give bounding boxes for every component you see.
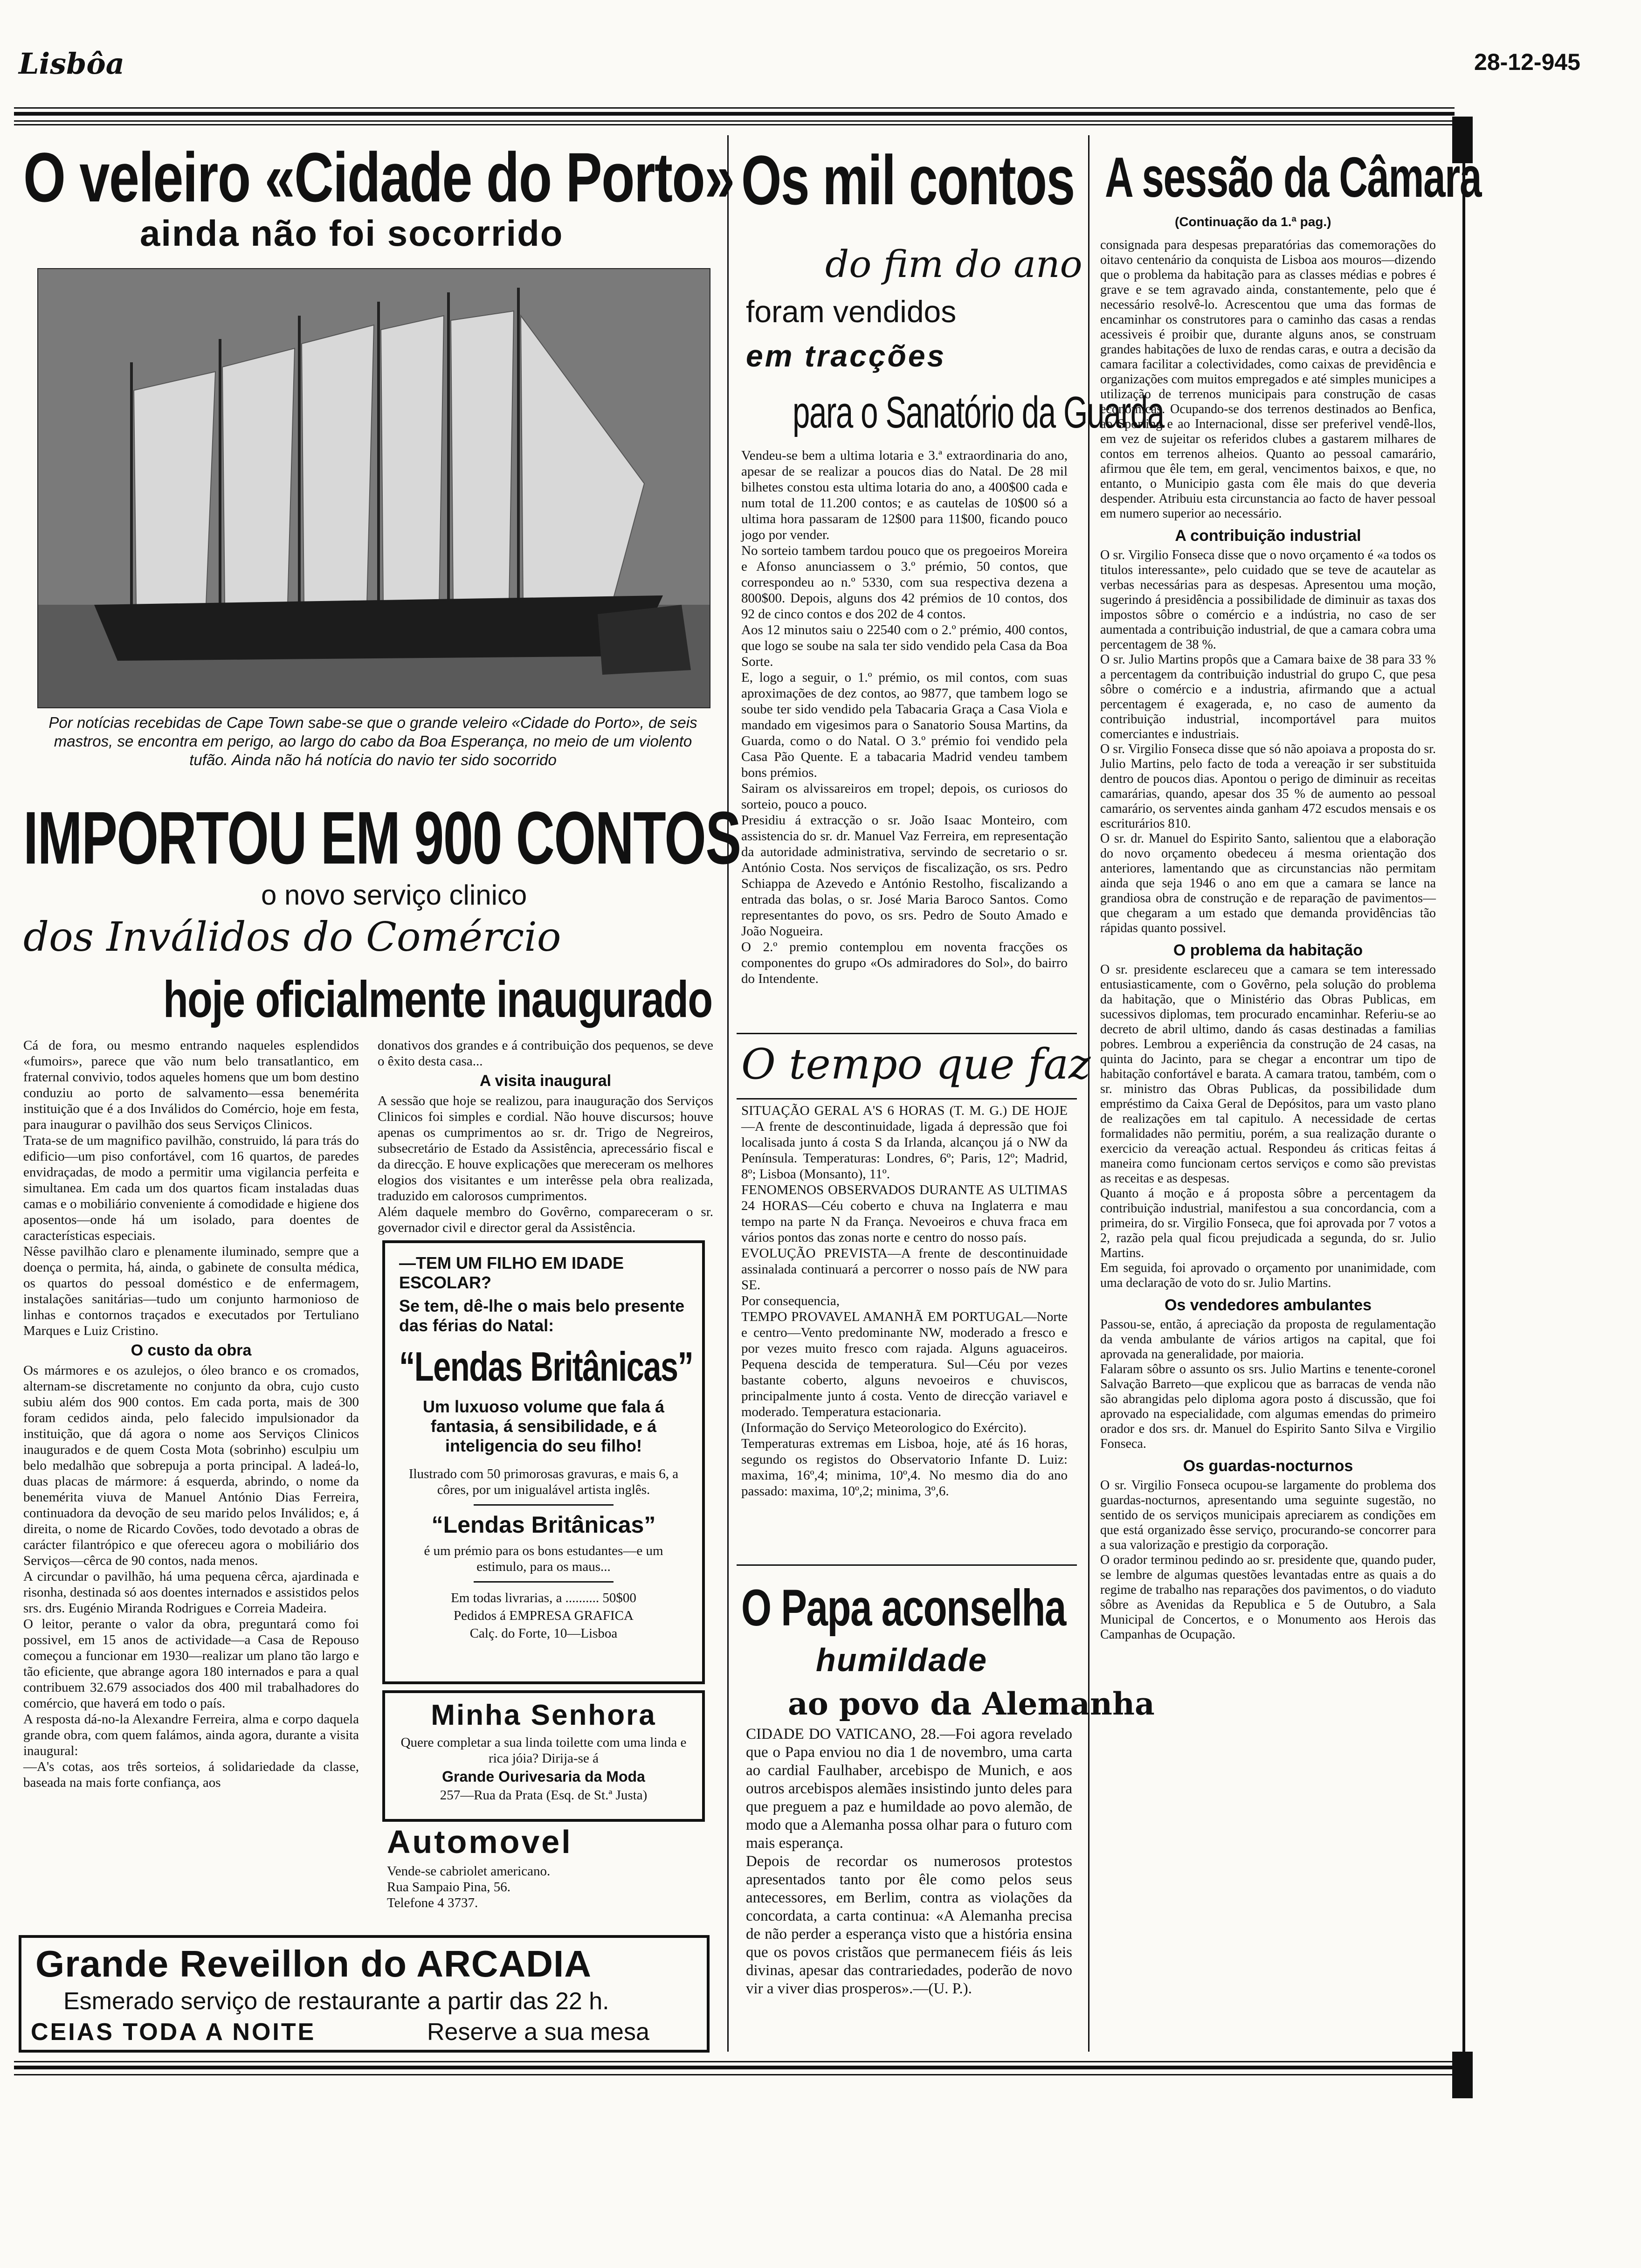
ad-title: Minha Senhora [431,1699,656,1731]
article-text: donativos dos grandes e á contribuição dos pequenos, se deve o êxito desta casa... [378,1038,713,1069]
ad-line: Telefone 4 3737. [387,1895,478,1910]
ad-title: “Lendas Britânicas” [431,1512,656,1538]
ad-automovel [387,1823,699,1911]
papa-headline: O Papa aconselha [741,1579,1066,1637]
article-text: O sr. Virgilio Fonseca disse que o novo orçamento é «a todos os titulos interessante», pelo cuidado que se teve de acautelar as verbas necessárias para as despesas. Apresentou uma moção, sugerindo á presidência a possibilidade de diminuir as taxas dos impostos sôbre o comércio e a indústria, no caso de ser aumentada a contribuição industrial, de que a camara cobra uma percentagem de 38 %. O sr. Julio Martins propôs que a Camara baixe de 38 para 33 % a percentagem da contribuição industrial do grupo C, que pesa sôbre o comércio e a industria, afirmando que a actual percentagem é exagerada, e, no caso de aumento da contribuição industrial, incomportável para muitos comerciantes e industriais. O sr. Virgilio Fonseca disse que só não apoiava a proposta do sr. Julio Martins, pelo facto de toda a vereação ir ser substituida dentro de poucos dias. Apontou o perigo de diminuir as receitas camarárias, quando, apesar dos 35 % de aumento ao pessoal camarário, os serventes ainda ganham 472 escudos mensais e os escriturários 810. O sr. dr. Manuel do Espirito Santo, salientou que a elaboração do novo orçamento obedeceu á mesma orientação dos anteriores, lamentando que as circunstancias não permitam ainda que seja 1946 o ano em que a camara se lance na grandiosa obra de construção e de reparação de pavimentos—que chegaram a um estado que demanda providências tão rápidas quanto possivel. [1100,548,1436,935]
invalidos-line2: dos Inválidos do Comércio [23,914,561,961]
section-heading: Os guardas-nocturnos [1183,1457,1353,1475]
contos-line1: do fim do ano [825,242,1083,286]
article-text: consignada para despesas preparatórias das comemorações do oitavo centenário da conquista de Lisboa aos mouros—dizendo que o problema da habitação para as classes médias e pobres é grave e se tem agravado ainda, constantemente, pelo que é necessário resolvê-lo. Acrescentou que uma das formas de encaminhar os construtores para o caminho das casas a rendas acessiveis é proibir que, durante alguns anos, se construam grandes habitações de luxo de rendas caras, e outra a decisão da camara facilitar a colectividades, como caixas de previdência e organizações com muitos empregados e até simples municipes a utilização de terrenos municipais para construção de casas económicas. Ocupando-se dos terrenos destinados ao Benfica, ao Sporting e ao Internacional, disse ser preferivel vendê-llos, em vez de sujeitar os referidos clubes a gastarem milhares de contos em terrenos alheios. Quanto ao pessoal camarário, afirmou que êle tem, em geral, vencimentos baixos, e que, no entanto, o Municipio gasta com êle mais do que deveria despender. Atribuiu esta circunstancia ao facto de haver pessoal em numero superior ao necessário. [1100,238,1436,521]
section-heading: A visita inaugural [479,1072,612,1090]
divider [737,1033,1077,1034]
invalidos-line1: o novo serviço clinico [261,879,527,911]
divider [14,112,1455,116]
ad-lendas-britanicas [382,1240,705,1684]
ad-minha-senhora [382,1690,705,1822]
margin-marker [1452,2052,1473,2098]
ad-line: Calç. do Forte, 10—Lisboa [469,1626,618,1641]
ad-line: é um prémio para os bons estudantes—e um estimulo, para os maus... [424,1543,663,1574]
ship-photo [37,268,710,708]
contos-line2: foram vendidos [746,294,957,329]
camara-body [1100,238,1436,1642]
ad-line: —TEM UM FILHO EM IDADE ESCOLAR? [399,1253,624,1292]
section-heading: Os vendedores ambulantes [1164,1296,1372,1314]
divider [14,120,1455,122]
divider [14,124,1455,125]
veleiro-subhead: ainda não foi socorrido [140,213,564,254]
article-text: Cá de fora, ou mesmo entrando naqueles esplendidos «fumoirs», parece que vão num belo transatlantico, em fraternal convivio, todos aqueles homens que um bom destino conduziu ao porto de salvamento—essa benemérita instituição que é a dos Inválidos do Comércio, hoje em festa, para inaugurar o pavilhão dos seus Serviços Clinicos. Trata-se de um magnifico pavilhão, construido, lá para trás do edificio—um piso confortável, com 16 quartos, de paredes envidraçadas, de modo a permitir uma vigilancia perfeita e simultanea. Em cada um dos quartos ficam instaladas duas camas e o mobiliário conveniente á comodidade e higiene dos aposentos—onde há um isolado, para doentes de características especiais. Nêsse pavilhão claro e plenamente iluminado, sempre que a doença o permita, há, ainda, o gabinete de consulta médica, os quartos do pessoal doméstico e de enfermagem, instalações sanitárias—tudo um conjunto harmonioso de linhas e contornos traçados e executados por Tertuliano Marques e Luiz Cristino. [23,1038,359,1338]
camara-headline: A sessão da Câmara [1105,145,1482,209]
article-text: O sr. Virgilio Fonseca ocupou-se largamente do problema dos guardas-nocturnos, apresentando uma seguinte sugestão, no sentido de os serviços municipais apreciarem as condições em que está organizado êsse serviço, procurando-se concorrer para a sua valorização e prestigio da corporação. O orador terminou pedindo ao sr. presidente que, quando puder, se lembre de algumas questões levantadas entre as quais a do regime de trabalho nas reparações dos pavimentos, o do viaduto sôbre as Avenidas da Republica e 5 de Outubro, a Sala Municipal de Concertos, e o Monumento aos Herois das Campanhas de Ocupação. [1100,1478,1436,1642]
camara-continuation: (Continuação da 1.ª pag.) [1175,214,1331,229]
ad-line: CEIAS TODA A NOITE [31,2019,316,2046]
column-divider [727,135,729,2052]
contos-line3: em tracções [746,339,946,373]
invalidos-headline: IMPORTOU EM 900 CONTOS [23,796,741,879]
invalidos-col2 [378,1037,713,1236]
ad-title: Automovel [387,1824,572,1860]
ad-title: Grande Reveillon do ARCADIA [35,1943,592,1984]
tempo-body: SITUAÇÃO GERAL A'S 6 HORAS (T. M. G.) DE HOJE—A frente de descontinuidade, ligada á depressão que foi localisada junto á costa S da Irlanda, alcançou já o NW da Península. Temperaturas: Londres, 6º; Paris, 12º; Madrid, 8º; Lisboa (Monsanto), 11º. FENOMENOS OBSERVADOS DURANTE AS ULTIMAS 24 HORAS—Céu coberto e chuva na Inglaterra e mau tempo na parte N da França. Nevoeiros e chuva fraca em vários pontos das zonas norte e centro do nosso país. EVOLUÇÃO PREVISTA—A frente de descontinuidade assinalada continuará a percorrer o nosso país de NW para SE. Por consequencia, TEMPO PROVAVEL AMANHÃ EM PORTUGAL—Norte e centro—Vento predominante NW, moderado a fresco e por vezes muito fresco com rajada. Alguns aguaceiros. Pequena descida de temperatura. Sul—Céu por vezes bastante coberto, alguns nevoeiros e chuviscos, principalmente junto á costa. Vento de direcção variavel e moderado. Temperatura estacionaria. (Informação do Serviço Meteorologico do Exército). Temperaturas extremas em Lisboa, hoje, até ás 16 horas, segundo os registos do Observatorio Infante D. Luiz: maxima, 16º,4; minima, 10º,4. No mesmo dia do ano passado: maxima, 10º,2; minima, 3º,6. [741,1103,1068,1499]
divider [737,1564,1077,1566]
ad-line: Reserve a sua mesa [427,2019,649,2046]
ad-title: “Lendas Britânicas” [399,1343,693,1390]
tempo-headline: O tempo que faz [741,1040,1091,1089]
contos-headline: Os mil contos [741,141,1075,219]
margin-rule [1462,163,1465,2052]
article-text: Passou-se, então, á apreciação da proposta de regulamentação da venda ambulante de vários artigos na capital, que foi aprovada na generalidade, por maioria. Falaram sôbre o assunto os srs. Julio Martins e tenente-coronel Salvação Barreto—que explicou que as barracas de venda não são abrangidas pelo diploma agora posto á discussão, que foi aprovado na especialidade, com algumas emendas do primeiro orador e dos srs. dr. Manuel do Espirito Santo Silva e Virgilio Fonseca. [1100,1317,1436,1451]
contos-line4: para o Sanatório da Guarda [793,387,1164,437]
papa-line2: ao povo da Alemanha [788,1686,1155,1722]
section-heading: O custo da obra [131,1341,252,1359]
ad-line: Se tem, dê-lhe o mais belo presente das férias do Natal: [399,1296,685,1335]
divider [737,1098,1077,1099]
ad-arcadia [19,1935,710,2053]
ad-line: Grande Ourivesaria da Moda [442,1768,645,1785]
ad-line: Pedidos á EMPRESA GRAFICA [454,1608,634,1623]
divider [14,2074,1455,2075]
date: 28-12-945 [1474,49,1580,75]
invalidos-col1 [23,1037,359,1791]
ad-line: 257—Rua da Prata (Esq. de St.ª Justa) [440,1788,648,1803]
invalidos-line3: hoje oficialmente inaugurado [163,971,712,1028]
ad-divider [474,1581,614,1583]
ad-line: Quere completar a sua linda toilette com uma linda e rica jóia? Dirija-se á [400,1735,687,1766]
divider [14,107,1455,109]
papa-line1: humildade [816,1642,988,1678]
divider [14,2061,1455,2062]
veleiro-caption: Por notícias recebidas de Cape Town sabe-se que o grande veleiro «Cidade do Porto», de seis mastros, se encontra em perigo, ao largo do cabo da Boa Esperança, no meio de um violento tufão. Ainda não há notícia do navio ter sido socorrido [48,714,697,768]
ad-line: Esmerado serviço de restaurante a partir das 22 h. [63,1988,609,2015]
section-heading: A contribuição industrial [1175,527,1361,545]
ad-price: Em todas livrarias, a .......... 50$00 [451,1590,636,1605]
article-text: A sessão que hoje se realizou, para inauguração dos Serviços Clinicos foi simples e cordial. Não houve discursos; houve apenas os cumprimentos ao sr. dr. Trigo de Negreiros, subsecretário de Estado da Assistência, aprecessário fiscal e da direcção. E houve explicações que mereceram os melhores elogios dos visitantes e um interêsse pela obra realizada, traduzido em calorosos cumprimentos. Além daquele membro do Govêrno, compareceram o sr. governador civil e director geral da Assistência. [378,1093,713,1235]
veleiro-headline: O veleiro «Cidade do Porto» [23,138,734,216]
divider [14,2066,1455,2069]
papa-body: CIDADE DO VATICANO, 28.—Foi agora revelado que o Papa enviou no dia 1 de novembro, uma carta ao cardial Faulhaber, arcebispo de Munich, e aos outros arcebispos alemães insistindo junto deles para que preguem a paz e humildade ao povo alemão, de modo que a Alemanha possa olhar para o futuro com mais esperança. Depois de recordar os numerosos protestos apresentados tanto por êle como pelos seus antecessores, em Berlim, contra as violações da concordata, a carta continua: «A Alemanha precisa de não perder a esperança visto que a história ensina que os povos cristãos que permanecem fiéis ás leis divinas, apesar das contrariedades, poderão de novo vir a viver dias prosperos».—(U. P.). [746,1726,1072,1997]
ad-line: Rua Sampaio Pina, 56. [387,1880,511,1895]
article-text: Os mármores e os azulejos, o óleo branco e os cromados, alternam-se discretamente no conjunto da obra, cujo custo subiu além dos 900 contos. Em cada porta, mais de 300 foram cedidos ainda, pelo falecido impulsionador da instituição, que dá agora o nome aos Serviços Clinicos inaugurados e de quem Costa Mota (sobrinho) esculpiu um belo medalhão que sobrepuja a porta principal. A ladeá-lo, duas placas de mármore: á esquerda, abrindo, o nome da benemérita viuva de Manuel António Dias Ferreira, continuadora da devoção de seu marido pelos Inválidos; e, á direita, o nome de Ricardo Covões, todo devotado a obras de carácter filantrópico e que ofereceu agora o mobiliário dos Serviços—cêrca de 90 contos, nada menos. A circundar o pavilhão, há uma pequena cêrca, ajardinada e risonha, destinada só aos doentes internados e assistidos pelos srs. drs. Eugénio Miranda Rodrigues e Correia Madeira. O leitor, perante o valor da obra, preguntará como foi possivel, em 15 anos de actividade—a Casa de Repouso começou a funcionar em 1930—realizar um plano tão largo e tão eficiente, que abrange agora 180 internados e para a qual contribuem 32.679 associados dos 400 mil trabalhadores do comércio, que haverá em todo o país. A resposta dá-no-la Alexandre Ferreira, alma e corpo daquela grande obra, com quem falámos, ainda agora, durante a visita inaugural: —A's cotas, aos três sorteios, á solidariedade da classe, baseada na mais forte confiança, aos [23,1363,359,1790]
ad-line: Um luxuoso volume que fala á fantasia, á sensibilidade, e á inteligencia do seu filho! [422,1397,665,1455]
masthead: Lisbôa [19,47,124,81]
contos-body: Vendeu-se bem a ultima lotaria e 3.ª extraordinaria do ano, apesar de se realizar a poucos dias do Natal. De 28 mil bilhetes constou esta ultima lotaria do ano, a 400$00 cada e num total de 11.200 contos; e as cautelas de 10$00 só a ultima hora passaram de 12$00 para 11$00, ficando pouco jogo por vender. No sorteio tambem tardou pouco que os pregoeiros Moreira e Afonso anunciassem o 3.º prémio, 50 contos, que correspondeu ao n.º 5330, com sua respectiva dezena a 800$00. Depois, alguns dos 42 prémios de 10 contos, dos 92 de cinco contos e dos 202 de 4 contos. Aos 12 minutos saiu o 22540 com o 2.º prémio, 400 contos, que logo se soube na sala ter sido vendido pela Casa da Boa Sorte. E, logo a seguir, o 1.º prémio, os mil contos, com suas aproximações de dez contos, ao 9877, que tambem logo se soube ter sido vendido pela Tabacaria Graça a Casa Viola e mandado em vigesimos para o Sanatorio Sousa Martins, da Guarda, como o do Natal. O 3.º prémio foi vendido pela Casa Pão Quente. E a tabacaria Madrid vendeu tambem bons prémios. Sairam os alvissareiros em tropel; depois, os curiosos do sorteio, pouco a pouco. Presidiu á extracção o sr. João Isaac Monteiro, com assistencia do sr. dr. Manuel Vaz Ferreira, em representação da autoridade administrativa, servindo de secretario o sr. António Costa. Nos serviços de fiscalização, os srs. Pedro Schiappa de Azevedo e António Restolho, fiscalizando a entrada das bolas, o sr. José Maria Baroco Santos. Como representantes do povo, os srs. Pedro de Souto Amado e João Nogueira. O 2.º premio contemplou em noventa fracções os componentes do grupo «Os admiradores do Sol», do bairro do Intendente. [741,448,1068,986]
ad-line: Vende-se cabriolet americano. [387,1864,551,1879]
ad-divider [474,1504,614,1506]
article-text: O sr. presidente esclareceu que a camara se tem interessado entusiasticamente, com o Govêrno, pela solução do problema da habitação, que o Ministério das Obras Publicas, em sucessivos diplomas, tem procurado encaminhar. Referiu-se ao decreto de abril ultimo, dando ás casas destinadas a familias pobres. Lembrou a experiência da construção de 24 casas, na quinta do Jacinto, para se chegar a encontrar um tipo de habitação confortável e barata. A camara tratou, também, com o sr. ministro das Obras Publicas, da possibilidade dum empréstimo da Caixa Geral de Depósitos, para um vasto plano de realizações em tal capitulo. A necessidade de certas formalidades não permitiu, porém, a sua realização durante o exercicio da vereação actual. Respondeu ás criticas feitas á maneira como funcionam certos serviços e como são previstas as receitas e as despesas. Quanto á moção e á proposta sôbre a percentagem da contribuição industrial, manifestou a sua concordancia, com a primeira, do sr. Virgilio Fonseca, que foi aprovada por 7 votos a 2, razão pela qual ficou prejudicada a segunda, do sr. Julio Martins. Em seguida, foi aprovado o orçamento por unanimidade, com uma declaração de voto do sr. Julio Martins. [1100,962,1436,1290]
ad-line: Ilustrado com 50 primorosas gravuras, e mais 6, a côres, por um inigualável artista inglês. [408,1466,679,1497]
section-heading: O problema da habitação [1173,941,1363,959]
